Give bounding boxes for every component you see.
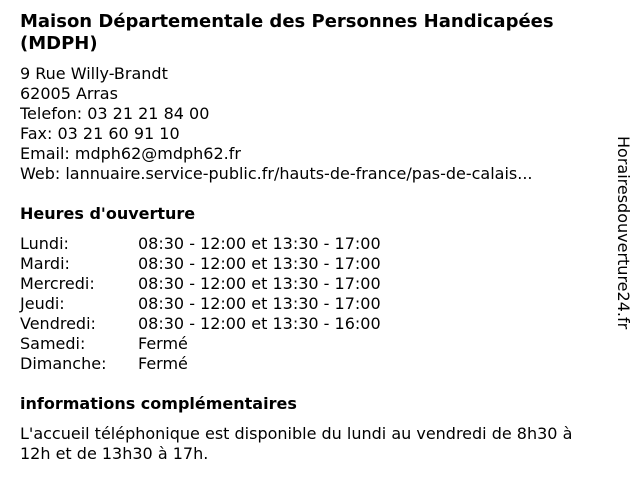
hours-row-tuesday: [20, 254, 381, 274]
day-label: Vendredi:: [20, 314, 96, 333]
address-street: 9 Rue Willy-Brandt: [20, 64, 168, 83]
day-label: Mardi:: [20, 254, 70, 273]
day-label: Lundi:: [20, 234, 69, 253]
day-label: Jeudi:: [20, 294, 65, 313]
time-value: 08:30 - 12:00 et 13:30 - 16:00: [138, 314, 381, 333]
time-value: 08:30 - 12:00 et 13:30 - 17:00: [138, 294, 381, 313]
hours-row-friday: [20, 314, 381, 334]
info-heading: informations complémentaires: [20, 394, 297, 413]
email-line: Email: mdph62@mdph62.fr: [20, 144, 241, 163]
hours-row-wednesday: [20, 274, 381, 294]
watermark-text: Horairesdouverture24.fr: [614, 136, 633, 330]
hours-row-sunday: [20, 354, 381, 374]
time-value: 08:30 - 12:00 et 13:30 - 17:00: [138, 254, 381, 273]
day-label: Mercredi:: [20, 274, 95, 293]
time-value: 08:30 - 12:00 et 13:30 - 17:00: [138, 234, 381, 253]
fax-line: Fax: 03 21 60 91 10: [20, 124, 180, 143]
hours-row-thursday: [20, 294, 381, 314]
day-label: Samedi:: [20, 334, 86, 353]
address-city: 62005 Arras: [20, 84, 118, 103]
hours-row-monday: [20, 234, 381, 254]
phone-line: Telefon: 03 21 21 84 00: [20, 104, 210, 123]
hours-row-saturday: [20, 334, 381, 354]
web-line: Web: lannuaire.service-public.fr/hauts-de-france/pas-de-calais...: [20, 164, 533, 183]
page-title: Maison Départementale des Personnes Handicapées (MDPH): [20, 11, 554, 54]
time-value: Fermé: [138, 354, 188, 373]
hours-table: [20, 234, 381, 374]
contact-block: [20, 64, 610, 184]
time-value: 08:30 - 12:00 et 13:30 - 17:00: [138, 274, 381, 293]
info-text: L'accueil téléphonique est disponible du lundi au vendredi de 8h30 à 12h et de 13h30 à 17h.: [20, 424, 573, 463]
hours-heading: Heures d'ouverture: [20, 204, 196, 223]
day-label: Dimanche:: [20, 354, 107, 373]
time-value: Fermé: [138, 334, 188, 353]
